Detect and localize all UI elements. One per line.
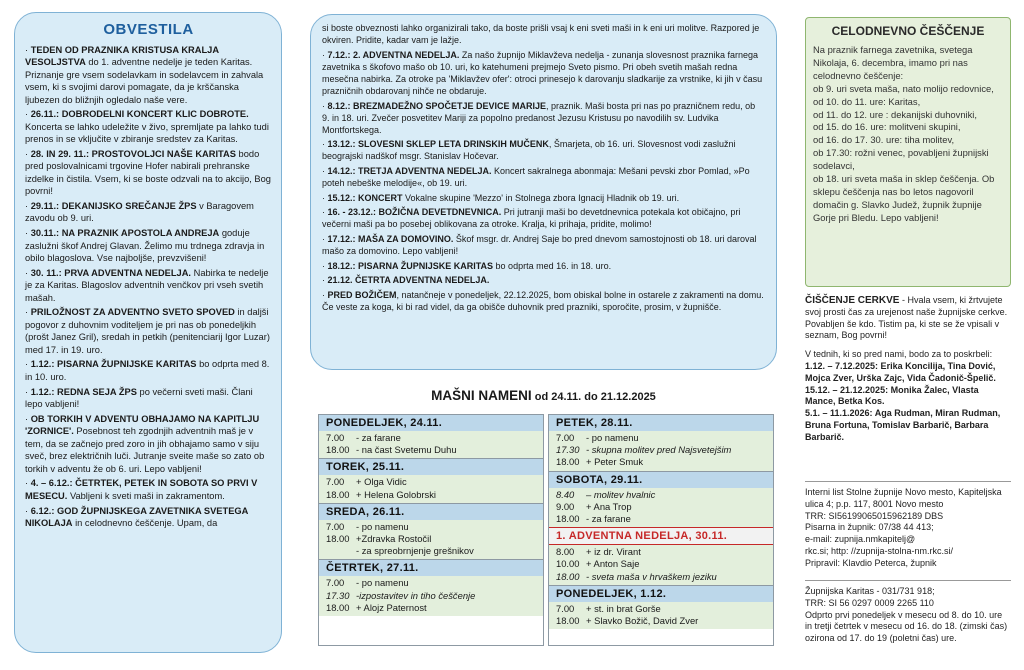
obvestilo-text: bo odprta med 8. in 10. uro. xyxy=(25,359,270,382)
impressum-line: Pisarna in župnik: 07/38 44 413; xyxy=(805,522,934,533)
ciscenje-intro: V tednih, ki so pred nami, bodo za to poskrbeli: xyxy=(805,349,993,360)
mass-intention: - za spreobrnjenje grešnikov xyxy=(356,545,474,557)
day-heading: SOBOTA, 29.11. xyxy=(549,471,773,488)
obvestilo-item: · 30.11.: NA PRAZNIK APOSTOLA ANDREJA goduje zaslužni škof Andrej Glavan. Želimo mu trdnega zdravja in obilo blagoslova. Vse najboljše, prevzvišeni! xyxy=(25,228,265,264)
mass-intention: - po namenu xyxy=(586,432,639,443)
ciscenje-group-row xyxy=(805,385,1011,409)
day-entries xyxy=(549,431,773,471)
obvestilo-item: · 21.12. ČETRTA ADVENTNA NEDELJA. xyxy=(322,275,490,286)
mass-time: 17.30 xyxy=(326,589,350,601)
mass-time: 7.00 xyxy=(556,432,575,443)
karitas-line: TRR: SI 56 0297 0009 2265 110 xyxy=(805,597,934,608)
obvestilo-item: · 1.12.: REDNA SEJA ŽPS po večerni sveti maši. Člani lepo vabljeni! xyxy=(25,386,253,410)
mass-time: 18.00 xyxy=(556,615,580,627)
cescenje-title: CELODNEVNO ČEŠČENJE xyxy=(831,24,985,38)
mass-intention: + st. in brat Gorše xyxy=(586,602,661,614)
mass-entry xyxy=(326,444,536,456)
mass-entry xyxy=(556,489,766,501)
obvestilo-heading: 1.12.: REDNA SEJA ŽPS xyxy=(30,386,137,397)
day-entries xyxy=(549,602,773,629)
day-heading: SREDA, 26.11. xyxy=(319,503,543,520)
obvestilo-text: bo odprta med 16. in 18. uro. xyxy=(493,260,612,271)
obvestilo-heading: 6.12.: GOD ŽUPNIJSKEGA ZAVETNIKA SVETEGA NIKOLAJA xyxy=(25,505,248,528)
obvestilo-heading: 14.12.: TRETJA ADVENTNA NEDELJA. xyxy=(327,166,492,177)
ciscenje-body: - Hvala vsem, ki žrtvujete svoj prosti čas za urejenost naše župnijske cerkve. Povabljen še kdo. Tistim pa, ki ste se že vpisali v seznam, Bog povrni! xyxy=(805,295,1008,341)
masni-right-column xyxy=(548,414,774,646)
obvestilo-heading: 29.11.: DEKANIJSKO SREČANJE ŽPS xyxy=(30,201,197,212)
mass-intention: - po namenu xyxy=(356,520,409,532)
mass-entry xyxy=(556,444,766,456)
obvestilo-heading: OB TORKIH V ADVENTU OBHAJAMO NA KAPITLJU 'ZORNICE'. xyxy=(25,413,260,437)
mass-intention: - po namenu xyxy=(356,577,409,589)
impressum-line: rkc.si; http: //zupnija-stolna-nm.rkc.si/ xyxy=(805,545,954,556)
mass-entry xyxy=(556,432,766,444)
cescenje-line: ob 18. uri sveta maša in sklep češčenja. Ob sklepu češčenja nas bo letos nagovoril domačin g. Slavko Judež, župnik župnije Gorje pri Bledu. Lepo vabljeni! xyxy=(813,173,995,223)
obvestilo-text: Pri jutranji maši bo devetdnevnica potekala kot običajno, pri večerni maši pa bo posebej oblikovana za otroke. Kralja, ki prihaja, pridite, molimo! xyxy=(322,207,741,230)
mass-entry xyxy=(556,558,766,570)
obvestilo-item: · 26.11.: DOBRODELNI KONCERT KLIC DOBROTE. Koncerta se lahko udeležite v živo, spremljate pa lahko tudi prenos in se vključite v zbiranje sredstev za Karitas. xyxy=(25,109,269,145)
obvestilo-item: · PRED BOŽIČEM, natančneje v ponedeljek, 22.12.2025, bom obiskal bolne in ostarele z zakramenti na domu. Če veste za koga, ki bi rad videl, da ga obišče duhovnik pred prazniki, sporočite, prosim, v župnišče. xyxy=(322,289,764,312)
obvestilo-text: Vabljeni k sveti maši in zakramentom. xyxy=(67,490,225,501)
mass-entry xyxy=(556,571,766,583)
obvestila-title: OBVESTILA xyxy=(103,21,194,38)
day-entries xyxy=(319,431,543,458)
mass-entry xyxy=(326,577,536,589)
obvestilo-heading: 30.11.: NA PRAZNIK APOSTOLA ANDREJA xyxy=(30,228,220,239)
mass-time: 7.00 xyxy=(326,476,345,488)
mass-entry xyxy=(556,456,766,468)
obvestilo-text: in celodnevno češčenje. Upam, da xyxy=(72,517,218,528)
day-heading: PONEDELJEK, 1.12. xyxy=(549,585,773,602)
mass-time xyxy=(326,545,356,557)
mass-entry xyxy=(556,615,766,627)
mass-time: 7.00 xyxy=(326,432,345,443)
obvestilo-heading: TEDEN OD PRAZNIKA KRISTUSA KRALJA VESOLJSTVA xyxy=(25,45,219,68)
obvestilo-heading: 26.11.: DOBRODELNI KONCERT KLIC DOBROTE. xyxy=(30,109,249,120)
mass-time: 18.00 xyxy=(556,570,580,582)
obvestilo-heading: 4. – 6.12.: ČETRTEK, PETEK IN SOBOTA SO PRVI V MESECU. xyxy=(25,478,258,501)
ciscenje-section xyxy=(805,295,1011,444)
mass-time: 10.00 xyxy=(556,558,580,570)
mass-entry xyxy=(326,432,536,444)
mass-intention: + Alojz Paternost xyxy=(356,601,427,613)
mass-intention: + iz dr. Virant xyxy=(586,546,641,558)
mass-intention: + Olga Vidic xyxy=(356,476,407,488)
obvestilo-text: Nabirka te nedelje je za Karitas. Blagoslov adventnih venčkov pri vseh svetih mašah. xyxy=(25,267,269,303)
obvestilo-item: · 17.12.: MAŠA ZA DOMOVINO. Škof msgr. dr. Andrej Saje bo pred dnevom samostojnosti ob 18. uri daroval mašo za domovino. Lepo vabljeni! xyxy=(322,234,757,257)
mass-time: 9.00 xyxy=(556,500,575,512)
mass-time: 7.00 xyxy=(326,520,345,532)
obvestilo-heading: 18.12.: PISARNA ŽUPNIJSKE KARITAS xyxy=(327,260,494,271)
masni-left-column xyxy=(318,414,544,646)
mass-entry xyxy=(326,590,536,602)
day-entries xyxy=(319,475,543,502)
day-heading: ČETRTEK, 27.11. xyxy=(319,559,543,576)
separator-2 xyxy=(805,580,1011,581)
mass-intention: + Peter Smuk xyxy=(586,456,644,468)
obvestilo-item: · 13.12.: SLOVESNI SKLEP LETA DRINSKIH MUČENK, Šmarjeta, ob 16. uri. Slovesnost vodi zaslužni beograjski nadškof msgr. Stanislav Hočevar. xyxy=(322,139,736,162)
mass-intention: + Helena Golobrski xyxy=(356,488,436,500)
continued-intro: si boste obveznosti lahko organizirali tako, da boste prišli vsaj k eni sveti maši in k eni uri molitve. Razpored je okviren. Pridite, kadar vam je lažje. xyxy=(322,23,760,46)
obvestilo-item: · OB TORKIH V ADVENTU OBHAJAMO NA KAPITLJU 'ZORNICE'. Posebnost teh zgodnjih adventnih maš je v tem, da se začnejo pred zoro in jih obhajamo samo v siju sveč, brez električnih luči. Jutranje sveite maše so zato ob torkih v adventu že ob 6. uri. Lepo vabljeni! xyxy=(25,413,265,474)
mass-intention: - na čast Svetemu Duhu xyxy=(356,444,457,456)
mass-entry xyxy=(326,521,536,533)
obvestilo-heading: 17.12.: MAŠA ZA DOMOVINO. xyxy=(327,234,454,244)
obvestilo-text: , natančneje v ponedeljek, 22.12.2025, bom obiskal bolne in ostarele z zakramenti na domu. Če veste za koga, ki bi rad videl, da ga obišče duhovnik pred prazniki, sporočite, prosim, v župnišče. xyxy=(322,289,764,312)
obvestilo-heading: 15.12.: KONCERT xyxy=(327,192,403,203)
obvestilo-item: · 30. 11.: PRVA ADVENTNA NEDELJA. Nabirka te nedelje je za Karitas. Blagoslov adventnih venčkov pri vseh svetih mašah. xyxy=(25,267,269,303)
day-heading: PETEK, 28.11. xyxy=(549,415,773,431)
mass-time: 18.00 xyxy=(326,533,350,545)
obvestilo-item: · 8.12.: BREZMADEŽNO SPOČETJE DEVICE MARIJE, praznik. Maši bosta pri nas po prazničnem redu, ob 9. in 18. uri. Zvečer posvetitev Mariji za popolno predanost Jezusu Kristusu po navodilih sv. Ludvika Montfortskega. xyxy=(322,100,756,135)
mass-intention: + Anton Saje xyxy=(586,558,640,570)
obvestilo-item: · 7.12.: 2. ADVENTNA NEDELJA. Za našo župnijo Miklavževa nedelja - zunanja slovesnost praznika farnega zavetnika s škofovo mašo ob 10. uri, ko katehumeni prejmejo Sveto pismo. Pri obeh svetih mašah redna mesečna nabirka. Za otroke pa 'Miklavžev ofer': otroci prinesejo k darovanju sladkarije za vrstnike, ki jih v času prazničnih obdarovanj nihče ne obdaruje. xyxy=(322,49,763,96)
mass-entry xyxy=(326,489,536,501)
obvestilo-text: Vokalne skupine 'Mezzo' in Stolnega zbora Ignacij Hladnik ob 19. uri. xyxy=(402,192,680,203)
impressum-line: Pripravil: Klavdio Peterca, župnik xyxy=(805,557,937,568)
day-entries xyxy=(319,520,543,560)
ciscenje-group: 15.12. – 21.12.2025: Monika Žalec, Vlasta Mance, Betka Kos. xyxy=(805,384,979,407)
obvestilo-heading: PRILOŽNOST ZA ADVENTNO SVETO SPOVED xyxy=(30,307,235,318)
obvestilo-text: in daljši pogovor z duhovnim voditeljem je pri nas ob ponedeljkih (prošt Janez Gril), sredah in petkih (penitenciarij Igor Luzar) med 17. in 19. uro. xyxy=(25,307,270,355)
ciscenje-heading: ČIŠČENJE CERKVE xyxy=(805,295,900,306)
obvestilo-text: Koncerta se lahko udeležite v živo, spremljate pa lahko tudi prenos in se vključite v zbiranje sredstev za Karitas. xyxy=(25,121,269,145)
obvestilo-text: goduje zaslužni škof Andrej Glavan. Želimo mu trdnega zdravja in obilo blagoslova. Vse najboljše, prevzvišeni! xyxy=(25,228,265,264)
mass-time: 7.00 xyxy=(556,602,575,614)
day-heading: 1. ADVENTNA NEDELJA, 30.11. xyxy=(549,527,773,545)
cescenje-line: Na praznik farnega zavetnika, svetega Nikolaja, 6. decembra, imamo pri nas celodnevno češčenje: xyxy=(813,44,973,81)
mass-intention: -izpostavitev in tiho češčenje xyxy=(356,589,476,601)
obvestila-continued-box xyxy=(310,14,777,370)
obvestilo-text: Za našo župnijo Miklavževa nedelja - zunanja slovesnost praznika farnega zavetnika s škofovo mašo ob 10. uri, ko katehumeni prejmejo Sveto pismo. Pri obeh svetih mašah redna mesečna nabirka. Za otroke pa 'Miklavžev ofer': otroci prinesejo k darovanju sladkarije za vrstnike, ki jih v času prazničnih obdarovanj nihče ne obdaruje. xyxy=(322,49,763,96)
continued-list xyxy=(322,49,765,313)
obvestilo-heading: 1.12.: PISARNA ŽUPNIJSKE KARITAS xyxy=(30,359,197,370)
masni-title-text: MAŠNI NAMENI xyxy=(431,388,532,403)
mass-intention: - za farane xyxy=(586,513,631,525)
day-entries xyxy=(549,488,773,528)
day-entries xyxy=(549,545,773,585)
obvestilo-item: · 29.11.: DEKANIJSKO SREČANJE ŽPS v Baragovem zavodu ob 9. uri. xyxy=(25,201,254,224)
ciscenje-group-row xyxy=(805,361,1011,385)
obvestilo-heading: 28. IN 29. 11.: PROSTOVOLJCI NAŠE KARITAS xyxy=(30,149,236,160)
mass-intention: - sveta maša v hrvaškem jeziku xyxy=(586,570,717,582)
mass-entry xyxy=(556,513,766,525)
karitas-line: Župnijska Karitas - 031/731 918; xyxy=(805,586,935,596)
obvestilo-heading: PRED BOŽIČEM xyxy=(327,289,397,300)
mass-time: 8.40 xyxy=(556,488,575,500)
mass-intention: - za farane xyxy=(356,432,401,443)
obvestilo-item: · 14.12.: TRETJA ADVENTNA NEDELJA. Koncert sakralnega abonmaja: Mešani pevski zbor Pomlad, »Po poteh nebeške melodije«, ob 19. uri. xyxy=(322,166,750,189)
mass-time: 18.00 xyxy=(326,601,350,613)
mass-intention: + Ana Trop xyxy=(586,500,632,512)
obvestilo-item: · 18.12.: PISARNA ŽUPNIJSKE KARITAS bo odprta med 16. in 18. uro. xyxy=(322,260,612,271)
cescenje-line: ob 9. uri sveta maša, nato molijo redovnice, xyxy=(813,82,994,94)
cescenje-line: ob 17.30: rožni venec, povabljeni župnijski sodelavci, xyxy=(813,147,989,172)
obvestilo-item: · 4. – 6.12.: ČETRTEK, PETEK IN SOBOTA SO PRVI V MESECU. Vabljeni k sveti maši in zakramentom. xyxy=(25,478,258,501)
obvestilo-heading: 30. 11.: PRVA ADVENTNA NEDELJA. xyxy=(30,267,192,278)
obvestilo-text: do 1. adventne nedelje je teden Karitas. Priznanje gre vsem sodelavkam in sodelavcem in zahvala vsem, ki s svojimi darovi pomagate, da je krščanska ljubezen do bližnjih ogledalo naše vere. xyxy=(25,57,264,105)
mass-time: 18.00 xyxy=(326,444,350,456)
ciscenje-text xyxy=(805,295,1011,342)
obvestilo-text: , praznik. Maši bosta pri nas po prazničnem redu, ob 9. in 18. uri. Zvečer posvetitev Mariji za popolno predanost Jezusu Kristusu po navodilih sv. Ludvika Montfortskega. xyxy=(322,100,756,135)
mass-time: 18.00 xyxy=(556,513,580,525)
separator-1 xyxy=(805,481,1011,482)
mass-time: 18.00 xyxy=(556,456,580,468)
obvestilo-item: · 28. IN 29. 11.: PROSTOVOLJCI NAŠE KARITAS bodo pred poslovalnicami trgovine Hofer nabirali prehranske izdelke in čistila. Vsem, ki se boste odzvali na to akcijo, Bog povrni! xyxy=(25,149,271,197)
obvestilo-item: · 15.12.: KONCERT Vokalne skupine 'Mezzo' in Stolnega zbora Ignacij Hladnik ob 19. uri. xyxy=(322,192,680,203)
obvestilo-item: · 1.12.: PISARNA ŽUPNIJSKE KARITAS bo odprta med 8. in 10. uro. xyxy=(25,359,270,382)
obvestilo-item: · PRILOŽNOST ZA ADVENTNO SVETO SPOVED in daljši pogovor z duhovnim voditeljem je pri nas ob ponedeljkih (prošt Janez Gril), sredah in petkih (penitenciarij Igor Luzar) med 17. in 19. uro. xyxy=(25,307,270,355)
ciscenje-groups xyxy=(805,361,1011,444)
masni-range: od 24.11. do 21.12.2025 xyxy=(531,391,656,403)
obvestilo-item: · TEDEN OD PRAZNIKA KRISTUSA KRALJA VESOLJSTVA do 1. adventne nedelje je teden Karitas. Priznanje gre vsem sodelavkam in sodelavcem in zahvala vsem, ki s svojimi darovi pomagate, da je krščanska ljubezen do bližnjih ogledalo naše vere. xyxy=(25,45,264,105)
obvestilo-item: · 6.12.: GOD ŽUPNIJSKEGA ZAVETNIKA SVETEGA NIKOLAJA in celodnevno češčenje. Upam, da xyxy=(25,505,248,528)
karitas-info xyxy=(805,586,1011,645)
obvestilo-text: Koncert sakralnega abonmaja: Mešani pevski zbor Pomlad, »Po poteh nebeške melodije«, ob 19. uri. xyxy=(322,166,750,189)
cescenje-line: od 10. do 11. ure: Karitas, xyxy=(813,95,921,107)
cescenje-line: od 15. do 16. ure: molitveni skupini, xyxy=(813,121,961,133)
mass-entry xyxy=(326,602,536,614)
karitas-line: Odprto prvi ponedeljek v mesecu od 8. do 10. ure in tretji četrtek v mesecu od 16. do 18. (zimski čas) ozirona od 17. do 19 (poletni čas) ure. xyxy=(805,609,1008,644)
impressum-line: TRR: SI56199065015962189 DBS xyxy=(805,510,944,521)
cescenje-lines xyxy=(813,44,1003,225)
impressum-line: e-mail: zupnija.nmkapitelj@ xyxy=(805,534,916,545)
mass-entry xyxy=(326,533,536,545)
masni-nameni-title xyxy=(310,388,777,403)
impressum xyxy=(805,487,1011,570)
cescenje-line: od 16. do 17. 30. ure: tiha molitev, xyxy=(813,134,955,146)
mass-time: 18.00 xyxy=(326,488,350,500)
obvestilo-text: , Šmarjeta, ob 16. uri. Slovesnost vodi zaslužni beograjski nadškof msgr. Stanislav Hočevar. xyxy=(322,139,736,162)
mass-entry xyxy=(326,476,536,488)
obvestilo-heading: 16. - 23.12.: BOŽIČNA DEVETDNEVNICA. xyxy=(327,207,502,218)
cescenje-box xyxy=(805,17,1011,287)
mass-intention: + Slavko Božič, David Zver xyxy=(586,615,699,627)
obvestilo-text: Škof msgr. dr. Andrej Saje bo pred dnevom samostojnosti ob 18. uri daroval mašo za domovino. Lepo vabljeni! xyxy=(322,234,757,257)
mass-intention: +Zdravka Rostočil xyxy=(356,533,432,545)
obvestilo-text: v Baragovem zavodu ob 9. uri. xyxy=(25,201,254,224)
ciscenje-group-row xyxy=(805,408,1011,443)
mass-entry xyxy=(326,545,536,557)
mass-intention: – molitev hvalnic xyxy=(586,488,656,500)
obvestilo-text: bodo pred poslovalnicami trgovine Hofer nabirali prehranske izdelke in čistila. Vsem, ki se boste odzvali na to akcijo, Bog povrni! xyxy=(25,149,271,197)
mass-time: 17.30 xyxy=(556,444,580,456)
obvestilo-item: · 16. - 23.12.: BOŽIČNA DEVETDNEVNICA. Pri jutranji maši bo devetdnevnica potekala kot običajno, pri večerni maši pa bo posebej oblikovana za otroke. Kralja, ki prihaja, pridite, molimo! xyxy=(322,207,741,230)
ciscenje-group: 1.12. – 7.12.2025: Erika Koncilija, Tina Dović, Mojca Zver, Urška Zajc, Vida Čadonič-Špelič. xyxy=(805,360,996,383)
mass-time: 7.00 xyxy=(326,577,345,589)
obvestila-box xyxy=(14,12,282,653)
cescenje-line: od 11. do 12. ure : dekanijski duhovniki, xyxy=(813,108,977,120)
mass-entry xyxy=(556,603,766,615)
obvestilo-heading: 13.12.: SLOVESNI SKLEP LETA DRINSKIH MUČENK xyxy=(327,139,549,150)
day-heading: PONEDELJEK, 24.11. xyxy=(319,415,543,431)
ciscenje-group: 5.1. – 11.1.2026: Aga Rudman, Miran Rudman, Bruna Fortuna, Tomislav Barbarič, Barbara Barbarič. xyxy=(805,408,1001,442)
obvestilo-text: Posebnost teh zgodnjih adventnih maš je v tem, da se začnejo pred zoro in jih obhajamo samo v siju sveč, brez električnih luči. Jutranje sveite maše so zato ob torkih v adventu že ob 6. uri. Lepo vabljeni! xyxy=(25,426,265,474)
obvestilo-heading: 21.12. ČETRTA ADVENTNA NEDELJA. xyxy=(327,275,490,286)
day-heading: TOREK, 25.11. xyxy=(319,458,543,475)
mass-entry xyxy=(556,501,766,513)
mass-entry xyxy=(556,546,766,558)
mass-intention: - skupna molitev pred Najsvetejšim xyxy=(586,444,732,456)
mass-time: 8.00 xyxy=(556,546,575,558)
obvestilo-heading: 7.12.: 2. ADVENTNA NEDELJA. xyxy=(327,49,460,60)
impressum-line: Interni list Stolne župnije Novo mesto, Kapiteljska ulica 4; p.p. 117, 8001 Novo mesto xyxy=(805,487,1002,509)
day-entries xyxy=(319,576,543,616)
obvestilo-heading: 8.12.: BREZMADEŽNO SPOČETJE DEVICE MARIJE xyxy=(327,100,547,111)
obvestila-list xyxy=(25,44,272,529)
obvestilo-text: po večerni sveti maši. Člani lepo vabljeni! xyxy=(25,386,253,410)
